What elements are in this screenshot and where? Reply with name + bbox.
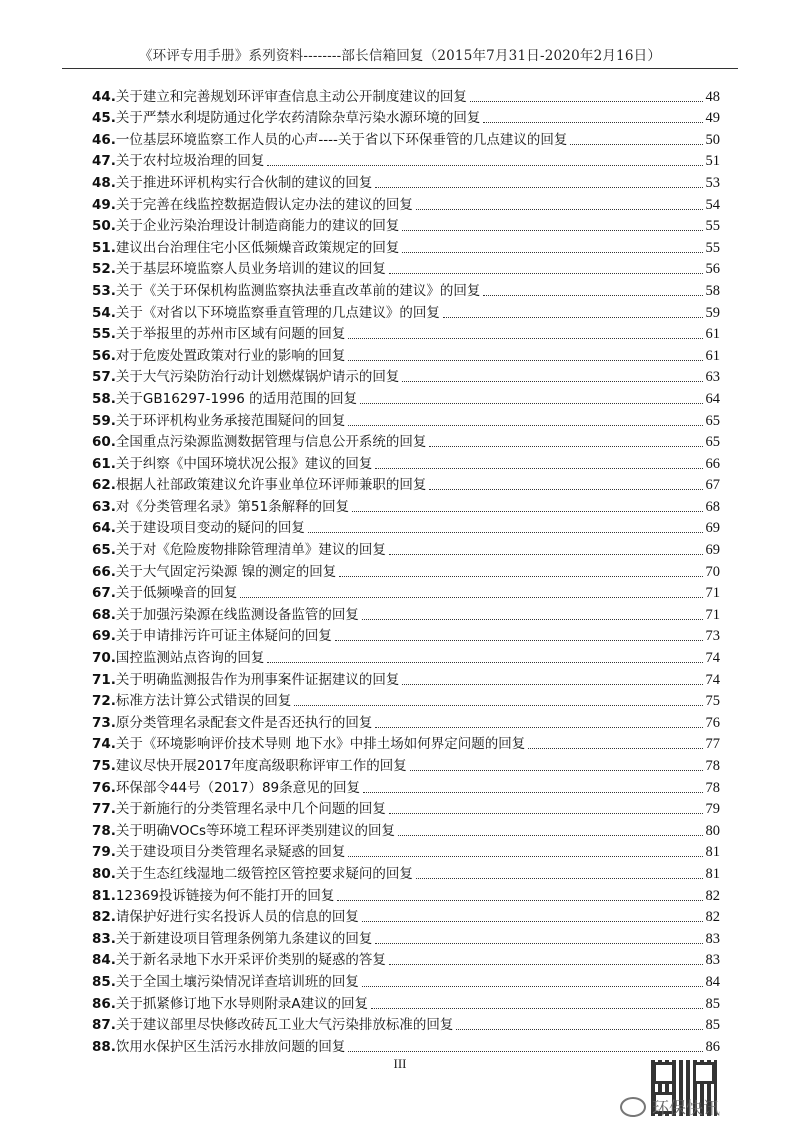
toc-dot-leader (339, 576, 702, 577)
toc-entry-number: 87. (92, 1017, 116, 1034)
toc-entry[interactable] (92, 581, 720, 603)
toc-entry-page: 78 (705, 758, 720, 774)
toc-entry-page: 74 (705, 650, 720, 667)
toc-entry-number: 58. (92, 390, 116, 407)
toc-entry-page: 71 (705, 606, 720, 623)
toc-entry-title: 标准方法计算公式错误的回复 (115, 693, 292, 710)
toc-dot-leader (362, 619, 703, 620)
toc-entry-number: 52. (92, 261, 116, 278)
toc-entry[interactable] (92, 343, 720, 365)
toc-entry-number: 71. (92, 671, 116, 688)
toc-entry-page: 77 (705, 736, 720, 753)
toc-entry[interactable] (92, 494, 720, 516)
toc-entry-title: 关于抓紧修订地下水导则附录A建议的回复 (115, 995, 369, 1012)
toc-entry-page: 68 (705, 498, 720, 515)
toc-dot-leader (429, 489, 702, 490)
toc-entry-number: 54. (92, 304, 116, 321)
toc-entry[interactable] (92, 991, 720, 1013)
toc-entry[interactable] (92, 430, 720, 452)
toc-dot-leader (429, 446, 702, 447)
toc-entry[interactable] (92, 818, 720, 840)
toc-entry-number: 48. (92, 174, 116, 191)
toc-entry-page: 49 (705, 110, 720, 127)
toc-entry-number: 83. (92, 930, 116, 947)
toc-entry-page: 74 (705, 671, 720, 688)
toc-entry[interactable] (92, 732, 720, 754)
watermark-text: 环保快讯 (652, 1099, 720, 1119)
toc-entry-title: 关于企业污染治理设计制造商能力的建议的回复 (115, 218, 400, 235)
toc-entry-page: 84 (705, 973, 720, 990)
toc-entry-title: 关于建设项目分类管理名录疑惑的回复 (115, 844, 346, 861)
toc-entry[interactable] (92, 1034, 720, 1056)
toc-entry-page: 81 (705, 865, 720, 882)
toc-entry-number: 50. (92, 218, 116, 235)
toc-entry-title: 关于《关于环保机构监测监察执法垂直改革前的建议》的回复 (115, 282, 481, 299)
toc-entry-number: 63. (92, 498, 116, 515)
toc-entry-title: 关于申请排污许可证主体疑问的回复 (115, 628, 332, 645)
toc-entry-page: 83 (705, 952, 720, 969)
toc-entry[interactable] (92, 235, 720, 257)
toc-entry-title: 关于完善在线监控数据造假认定办法的建议的回复 (115, 196, 413, 213)
toc-dot-leader (389, 273, 703, 274)
toc-entry-number: 45. (92, 110, 116, 127)
toc-entry-page: 83 (705, 930, 720, 947)
table-of-contents (92, 84, 720, 1056)
toc-entry-title: 关于生态红线湿地二级管控区管控要求疑问的回复 (115, 865, 413, 882)
toc-entry-page: 59 (705, 304, 720, 321)
toc-dot-leader (375, 727, 702, 728)
toc-entry[interactable] (92, 214, 720, 236)
toc-entry-number: 49. (92, 196, 116, 213)
toc-entry[interactable] (92, 861, 720, 883)
toc-entry-page: 82 (705, 887, 720, 904)
toc-entry-page: 66 (705, 455, 720, 472)
toc-entry-title: 关于新建设项目管理条例第九条建议的回复 (115, 930, 373, 947)
toc-entry[interactable] (92, 969, 720, 991)
toc-dot-leader (456, 1029, 702, 1030)
toc-entry-page: 55 (705, 218, 720, 235)
toc-dot-leader (362, 921, 703, 922)
toc-entry[interactable] (92, 192, 720, 214)
toc-entry-title: 关于新施行的分类管理名录中几个问题的回复 (115, 801, 386, 818)
toc-entry[interactable] (92, 473, 720, 495)
toc-entry-page: 56 (705, 261, 720, 278)
toc-entry-number: 51. (92, 239, 116, 256)
toc-entry-title: 原分类管理名录配套文件是否还执行的回复 (115, 714, 373, 731)
toc-dot-leader (362, 986, 703, 987)
toc-entry-page: 75 (705, 693, 720, 710)
toc-entry-number: 68. (92, 606, 116, 623)
toc-dot-leader (375, 468, 702, 469)
toc-entry-page: 70 (705, 563, 720, 580)
toc-entry[interactable] (92, 797, 720, 819)
toc-entry[interactable] (92, 645, 720, 667)
toc-entry-title: 根据人社部政策建议允许事业单位环评师兼职的回复 (115, 477, 427, 494)
toc-dot-leader (375, 187, 702, 188)
toc-dot-leader (402, 252, 702, 253)
toc-dot-leader (483, 122, 702, 123)
toc-entry-title: 建议尽快开展2017年度高级职称评审工作的回复 (115, 758, 407, 774)
toc-entry-title: 关于建设项目变动的疑问的回复 (115, 520, 305, 537)
toc-entry-number: 76. (92, 779, 116, 796)
toc-entry-number: 70. (92, 650, 116, 667)
toc-entry-title: 关于建议部里尽快修改砖瓦工业大气污染排放标准的回复 (115, 1017, 454, 1034)
toc-entry-page: 69 (705, 542, 720, 559)
toc-entry-title: 关于明确VOCs等环境工程环评类别建议的回复 (115, 822, 396, 839)
toc-entry-title: 关于建立和完善规划环评审查信息主动公开制度建议的回复 (115, 88, 467, 105)
toc-dot-leader (352, 511, 702, 512)
toc-entry-number: 60. (92, 434, 116, 451)
toc-entry-page: 69 (705, 520, 720, 537)
toc-entry-number: 62. (92, 477, 116, 494)
toc-dot-leader (371, 1008, 702, 1009)
toc-dot-leader (348, 425, 702, 426)
toc-entry-page: 79 (705, 801, 720, 818)
toc-entry-number: 75. (92, 758, 116, 774)
toc-dot-leader (360, 403, 702, 404)
toc-dot-leader (389, 964, 703, 965)
toc-dot-leader (363, 792, 702, 793)
toc-entry-title: 关于《环境影响评价技术导则 地下水》中排土场如何界定问题的回复 (115, 736, 526, 753)
toc-entry-title: 关于新名录地下水开采评价类别的疑惑的答复 (115, 952, 386, 969)
toc-entry[interactable] (92, 322, 720, 344)
toc-entry-number: 86. (92, 995, 116, 1012)
toc-entry[interactable] (92, 300, 720, 322)
toc-entry-title: 关于对《危险废物排除管理清单》建议的回复 (115, 542, 386, 559)
toc-entry-title: 关于《对省以下环境监察垂直管理的几点建议》的回复 (115, 304, 440, 321)
toc-entry[interactable] (92, 689, 720, 711)
toc-dot-leader (416, 878, 703, 879)
toc-dot-leader (240, 597, 702, 598)
toc-entry[interactable] (92, 948, 720, 970)
toc-entry[interactable] (92, 84, 720, 106)
toc-dot-leader (389, 554, 703, 555)
page-number: III (393, 1056, 407, 1071)
toc-entry-number: 79. (92, 844, 116, 861)
toc-entry-page: 61 (705, 326, 720, 343)
toc-entry[interactable] (92, 559, 720, 581)
toc-dot-leader (402, 230, 702, 231)
toc-entry-title: 饮用水保护区生活污水排放问题的回复 (115, 1038, 346, 1055)
toc-entry-title: 关于大气固定污染源 镍的测定的回复 (115, 563, 337, 580)
toc-entry[interactable] (92, 451, 720, 473)
toc-entry[interactable] (92, 365, 720, 387)
toc-entry-title: 关于纠察《中国环境状况公报》建议的回复 (115, 455, 373, 472)
toc-entry-number: 44. (92, 88, 116, 105)
toc-entry[interactable] (92, 537, 720, 559)
toc-dot-leader (267, 662, 702, 663)
toc-entry-page: 54 (705, 196, 720, 213)
toc-entry-title: 环保部令44号（2017）89条意见的回复 (115, 779, 361, 796)
toc-entry-number: 84. (92, 952, 116, 969)
toc-entry-title: 对《分类管理名录》第51条解释的回复 (115, 498, 350, 515)
toc-entry-number: 88. (92, 1038, 116, 1055)
toc-entry-number: 69. (92, 628, 116, 645)
toc-entry[interactable] (92, 753, 720, 775)
toc-entry-number: 73. (92, 714, 116, 731)
toc-entry[interactable] (92, 602, 720, 624)
toc-entry-title: 关于农村垃圾治理的回复 (115, 153, 265, 170)
toc-entry-number: 57. (92, 369, 116, 386)
toc-entry[interactable] (92, 127, 720, 149)
toc-entry-page: 48 (705, 88, 720, 105)
toc-entry-title: 关于明确监测报告作为刑事案件证据建议的回复 (115, 671, 400, 688)
toc-entry-number: 64. (92, 520, 116, 537)
toc-entry-page: 61 (705, 347, 720, 364)
toc-entry-number: 82. (92, 909, 116, 926)
toc-entry[interactable] (92, 667, 720, 689)
toc-entry-page: 86 (705, 1038, 720, 1055)
toc-entry-page: 71 (705, 585, 720, 602)
toc-entry-page: 82 (705, 909, 720, 926)
toc-entry[interactable] (92, 106, 720, 128)
toc-entry-number: 61. (92, 455, 116, 472)
toc-entry[interactable] (92, 775, 720, 797)
toc-dot-leader (389, 813, 703, 814)
toc-entry-title: 关于大气污染防治行动计划燃煤锅炉请示的回复 (115, 369, 400, 386)
toc-entry-page: 85 (705, 995, 720, 1012)
toc-entry-title: 建议出台治理住宅小区低频燥音政策规定的回复 (115, 239, 400, 256)
toc-dot-leader (528, 748, 702, 749)
toc-dot-leader (348, 1051, 702, 1052)
toc-entry-number: 77. (92, 801, 116, 818)
toc-entry-page: 65 (705, 412, 720, 429)
toc-entry-page: 53 (705, 174, 720, 191)
toc-entry-number: 67. (92, 585, 116, 602)
toc-entry-page: 85 (705, 1017, 720, 1034)
toc-dot-leader (348, 338, 702, 339)
toc-dot-leader (267, 165, 702, 166)
toc-entry-page: 81 (705, 844, 720, 861)
toc-entry-title: 关于低频噪音的回复 (115, 585, 238, 602)
toc-dot-leader (398, 835, 702, 836)
toc-entry-number: 85. (92, 973, 116, 990)
toc-dot-leader (570, 144, 702, 145)
toc-entry-title: 关于加强污染源在线监测设备监管的回复 (115, 606, 359, 623)
toc-entry-title: 关于举报里的苏州市区域有问题的回复 (115, 326, 346, 343)
toc-entry-title: 关于基层环境监察人员业务培训的建议的回复 (115, 261, 386, 278)
toc-entry-title: 一位基层环境监察工作人员的心声----关于省以下环保垂管的几点建议的回复 (115, 131, 568, 148)
wechat-icon (620, 1097, 646, 1117)
toc-entry-number: 78. (92, 822, 116, 839)
toc-entry[interactable] (92, 170, 720, 192)
toc-entry-title: 请保护好进行实名投诉人员的信息的回复 (115, 909, 359, 926)
toc-entry[interactable] (92, 710, 720, 732)
toc-entry-number: 72. (92, 693, 116, 710)
toc-dot-leader (443, 317, 703, 318)
toc-dot-leader (335, 640, 703, 641)
toc-entry[interactable] (92, 257, 720, 279)
toc-entry-number: 47. (92, 153, 116, 170)
toc-dot-leader (348, 360, 702, 361)
toc-entry-number: 56. (92, 347, 116, 364)
toc-dot-leader (337, 900, 702, 901)
toc-entry-title: 关于GB16297-1996 的适用范围的回复 (115, 390, 358, 407)
toc-entry-page: 51 (705, 153, 720, 170)
toc-entry-page: 76 (705, 714, 720, 731)
toc-entry-number: 81. (92, 887, 116, 904)
toc-entry-page: 58 (705, 282, 720, 299)
toc-entry[interactable] (92, 624, 720, 646)
toc-entry-page: 50 (705, 131, 720, 148)
toc-entry-page: 78 (705, 779, 720, 796)
toc-entry[interactable] (92, 516, 720, 538)
toc-entry-number: 46. (92, 131, 116, 148)
toc-entry-number: 65. (92, 542, 116, 559)
toc-entry-page: 64 (705, 390, 720, 407)
toc-dot-leader (416, 209, 703, 210)
toc-entry-title: 全国重点污染源监测数据管理与信息公开系统的回复 (115, 434, 427, 451)
toc-entry-page: 80 (705, 822, 720, 839)
toc-entry-title: 关于环评机构业务承接范围疑问的回复 (115, 412, 346, 429)
toc-entry[interactable] (92, 149, 720, 171)
toc-entry[interactable] (92, 1013, 720, 1035)
toc-entry-number: 66. (92, 563, 116, 580)
watermark (620, 1094, 720, 1119)
toc-entry-number: 74. (92, 736, 116, 753)
toc-entry-title: 国控监测站点咨询的回复 (115, 650, 265, 667)
toc-entry-title: 关于严禁水利堤防通过化学农药清除杂草污染水源环境的回复 (115, 110, 481, 127)
toc-entry-number: 80. (92, 865, 116, 882)
toc-entry[interactable] (92, 408, 720, 430)
toc-entry-page: 65 (705, 434, 720, 451)
toc-entry[interactable] (92, 926, 720, 948)
toc-dot-leader (294, 705, 702, 706)
toc-entry-title: 12369投诉链接为何不能打开的回复 (115, 887, 335, 904)
toc-entry-number: 53. (92, 282, 116, 299)
toc-entry[interactable] (92, 386, 720, 408)
toc-entry[interactable] (92, 278, 720, 300)
toc-entry-title: 关于全国土壤污染情况详查培训班的回复 (115, 973, 359, 990)
toc-entry-title: 对于危废处置政策对行业的影响的回复 (115, 347, 346, 364)
running-header: 《环评专用手册》系列资料--------部长信箱回复（2015年7月31日-2020年2月16日） (138, 48, 662, 64)
toc-dot-leader (470, 101, 703, 102)
toc-entry-page: 63 (705, 369, 720, 386)
toc-entry-number: 59. (92, 412, 116, 429)
toc-entry-page: 73 (705, 628, 720, 645)
toc-entry-page: 55 (705, 239, 720, 256)
toc-entry[interactable] (92, 840, 720, 862)
toc-dot-leader (402, 381, 702, 382)
toc-entry[interactable] (92, 905, 720, 927)
toc-dot-leader (410, 770, 703, 771)
toc-entry[interactable] (92, 883, 720, 905)
header-rule (62, 68, 738, 69)
toc-dot-leader (402, 684, 702, 685)
toc-dot-leader (348, 856, 702, 857)
toc-entry-number: 55. (92, 326, 116, 343)
toc-entry-page: 67 (705, 477, 720, 494)
toc-dot-leader (483, 295, 702, 296)
toc-dot-leader (308, 532, 703, 533)
toc-entry-title: 关于推进环评机构实行合伙制的建议的回复 (115, 174, 373, 191)
toc-dot-leader (375, 943, 702, 944)
